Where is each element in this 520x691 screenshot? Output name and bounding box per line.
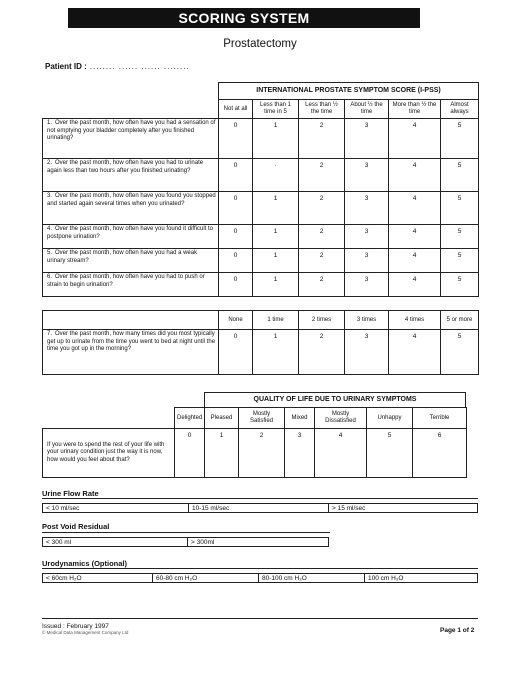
score-cell[interactable]: 0	[219, 330, 253, 375]
ipss-col-header: Not at all	[219, 100, 253, 119]
ipss-col2-header: 2 times	[299, 311, 345, 330]
score-cell[interactable]: 0	[175, 429, 205, 478]
qol-title: QUALITY OF LIFE DUE TO URINARY SYMPTOMS	[205, 393, 466, 408]
score-cell[interactable]: 0	[219, 225, 253, 249]
qol-header-table	[204, 392, 466, 408]
score-cell[interactable]: 5	[441, 273, 479, 297]
post-void-option[interactable]: > 300ml	[187, 537, 329, 547]
ipss-title: INTERNATIONAL PROSTATE SYMPTOM SCORE (I-PSS)	[219, 83, 479, 100]
document-title: Prostatectomy	[223, 38, 297, 50]
score-cell[interactable]: ·	[253, 159, 299, 192]
ipss-col-header: Less than ½ the time	[299, 100, 345, 119]
question-row	[43, 273, 479, 297]
score-cell[interactable]: 5	[441, 330, 479, 375]
urodynamics-option[interactable]: 100 cm H₂O	[364, 573, 478, 583]
ipss-col2-header: 3 times	[345, 311, 389, 330]
qol-col-header: Mostly Satisfied	[239, 408, 285, 429]
score-cell[interactable]: 2	[299, 273, 345, 297]
score-cell[interactable]: 1	[253, 273, 299, 297]
issued-date: Issued : February 1997	[42, 623, 109, 630]
urine-flow-option[interactable]: > 15 ml/sec	[328, 503, 478, 513]
copyright-note: © Medical Data Management Company Ltd	[42, 630, 129, 635]
ipss-col2-header: None	[219, 311, 253, 330]
question-row	[43, 119, 479, 159]
post-void-option[interactable]: < 300 ml	[42, 537, 188, 547]
score-cell[interactable]: 5	[441, 192, 479, 225]
qol-col-header: Mixed	[285, 408, 315, 429]
urodynamics-option[interactable]: 60-80 cm H₂O	[152, 573, 259, 583]
question-row	[43, 249, 479, 273]
score-cell[interactable]: 3	[345, 249, 389, 273]
question-text: 7. Over the past month, how many times did you most typically get up to urinate from the time you went to bed at night until the time you got up in the morning?	[43, 330, 219, 375]
question-text: 2. Over the past month, how often have you had to urinate again less than two hours after you finished urinating?	[43, 159, 219, 192]
question-text: 1. Over the past month, how often have you had a sensation of not emptying your bladder completely after you finished urinating?	[43, 119, 219, 159]
score-cell[interactable]: 4	[389, 330, 441, 375]
score-cell[interactable]: 5	[441, 119, 479, 159]
score-cell[interactable]: 0	[219, 192, 253, 225]
score-cell[interactable]: 4	[389, 273, 441, 297]
score-cell[interactable]: 5	[441, 249, 479, 273]
question-row	[43, 330, 479, 375]
score-cell[interactable]: 3	[345, 273, 389, 297]
score-cell[interactable]: 1	[253, 249, 299, 273]
divider	[42, 498, 478, 499]
score-cell[interactable]: 0	[219, 159, 253, 192]
score-cell[interactable]: 5	[441, 159, 479, 192]
ipss-table	[42, 82, 479, 375]
question-row	[43, 192, 479, 225]
question-text: 5. Over the past month, how often have you had a weak urinary stream?	[43, 249, 219, 273]
qol-col-header: Unhappy	[367, 408, 413, 429]
score-cell[interactable]: 2	[299, 119, 345, 159]
score-cell[interactable]: 0	[219, 249, 253, 273]
score-cell[interactable]: 2	[299, 192, 345, 225]
qol-col-header: Mostly Dissatisfied	[315, 408, 367, 429]
qol-row	[43, 429, 467, 478]
score-cell[interactable]: 3	[345, 159, 389, 192]
score-cell[interactable]: 2	[299, 330, 345, 375]
score-cell[interactable]: 4	[389, 159, 441, 192]
score-cell[interactable]: 4	[315, 429, 367, 478]
qol-question-text: If you were to spend the rest of your life with your urinary condition just the way it is now, how would you feel about that?	[43, 429, 175, 478]
score-cell[interactable]: 2	[239, 429, 285, 478]
score-cell[interactable]: 2	[299, 159, 345, 192]
score-cell[interactable]: 1	[253, 225, 299, 249]
page-number: Page 1 of 2	[440, 627, 475, 634]
ipss-col-header: About ½ the time	[345, 100, 389, 119]
ipss-col2-header: 1 time	[253, 311, 299, 330]
urine-flow-option[interactable]: < 10 ml/sec	[42, 503, 189, 513]
score-cell[interactable]: 2	[299, 225, 345, 249]
score-cell[interactable]: 4	[389, 192, 441, 225]
question-text: 3. Over the past month, how often have you found you stopped and started again several times when you urinated?	[43, 192, 219, 225]
footer-divider	[42, 618, 478, 619]
score-cell[interactable]: 1	[253, 192, 299, 225]
ipss-col2-header: 4 times	[389, 311, 441, 330]
post-void-label: Post Void Residual	[42, 522, 110, 531]
score-cell[interactable]: 6	[413, 429, 467, 478]
ipss-col-header: Less than 1 time in 5	[253, 100, 299, 119]
score-cell[interactable]: 3	[345, 192, 389, 225]
urine-flow-option[interactable]: 10-15 ml/sec	[188, 503, 329, 513]
urodynamics-label: Urodynamics (Optional)	[42, 559, 128, 568]
question-row	[43, 225, 479, 249]
score-cell[interactable]: 4	[389, 225, 441, 249]
question-text: 6. Over the past month, how often have you had to push or strain to begin urination?	[43, 273, 219, 297]
qol-col-header: Terrible	[413, 408, 467, 429]
patient-id-dots: ........ ...... ...... ........	[89, 62, 190, 71]
score-cell[interactable]: 3	[345, 330, 389, 375]
question-row	[43, 159, 479, 192]
score-cell[interactable]: 3	[345, 119, 389, 159]
score-cell[interactable]: 5	[441, 225, 479, 249]
score-cell[interactable]: 1	[253, 330, 299, 375]
score-cell[interactable]: 4	[389, 249, 441, 273]
score-cell[interactable]: 2	[299, 249, 345, 273]
qol-col-header: Delighted	[175, 408, 205, 429]
score-cell[interactable]: 1	[253, 119, 299, 159]
score-cell[interactable]: 5	[367, 429, 413, 478]
score-cell[interactable]: 0	[219, 119, 253, 159]
score-cell[interactable]: 0	[219, 273, 253, 297]
divider	[42, 568, 478, 569]
score-cell[interactable]: 3	[285, 429, 315, 478]
patient-id-label: Patient ID :	[45, 62, 87, 71]
question-text: 4. Over the past month, how often have you found it difficult to postpone urination?	[43, 225, 219, 249]
scoring-system-banner: SCORING SYSTEM	[68, 8, 420, 28]
qol-table	[42, 407, 467, 478]
urine-flow-label: Urine Flow Rate	[42, 489, 99, 498]
ipss-col-header: Almost always	[441, 100, 479, 119]
score-cell[interactable]: 1	[205, 429, 239, 478]
score-cell[interactable]: 3	[345, 225, 389, 249]
urodynamics-option[interactable]: 80-100 cm H₂O	[258, 573, 365, 583]
ipss-col-header: More than ½ the time	[389, 100, 441, 119]
score-cell[interactable]: 4	[389, 119, 441, 159]
ipss-col2-header: 5 or more	[441, 311, 479, 330]
urodynamics-option[interactable]: < 60cm H₂O	[42, 573, 153, 583]
patient-id-field[interactable]	[45, 62, 190, 71]
qol-col-header: Pleased	[205, 408, 239, 429]
divider	[42, 532, 330, 533]
